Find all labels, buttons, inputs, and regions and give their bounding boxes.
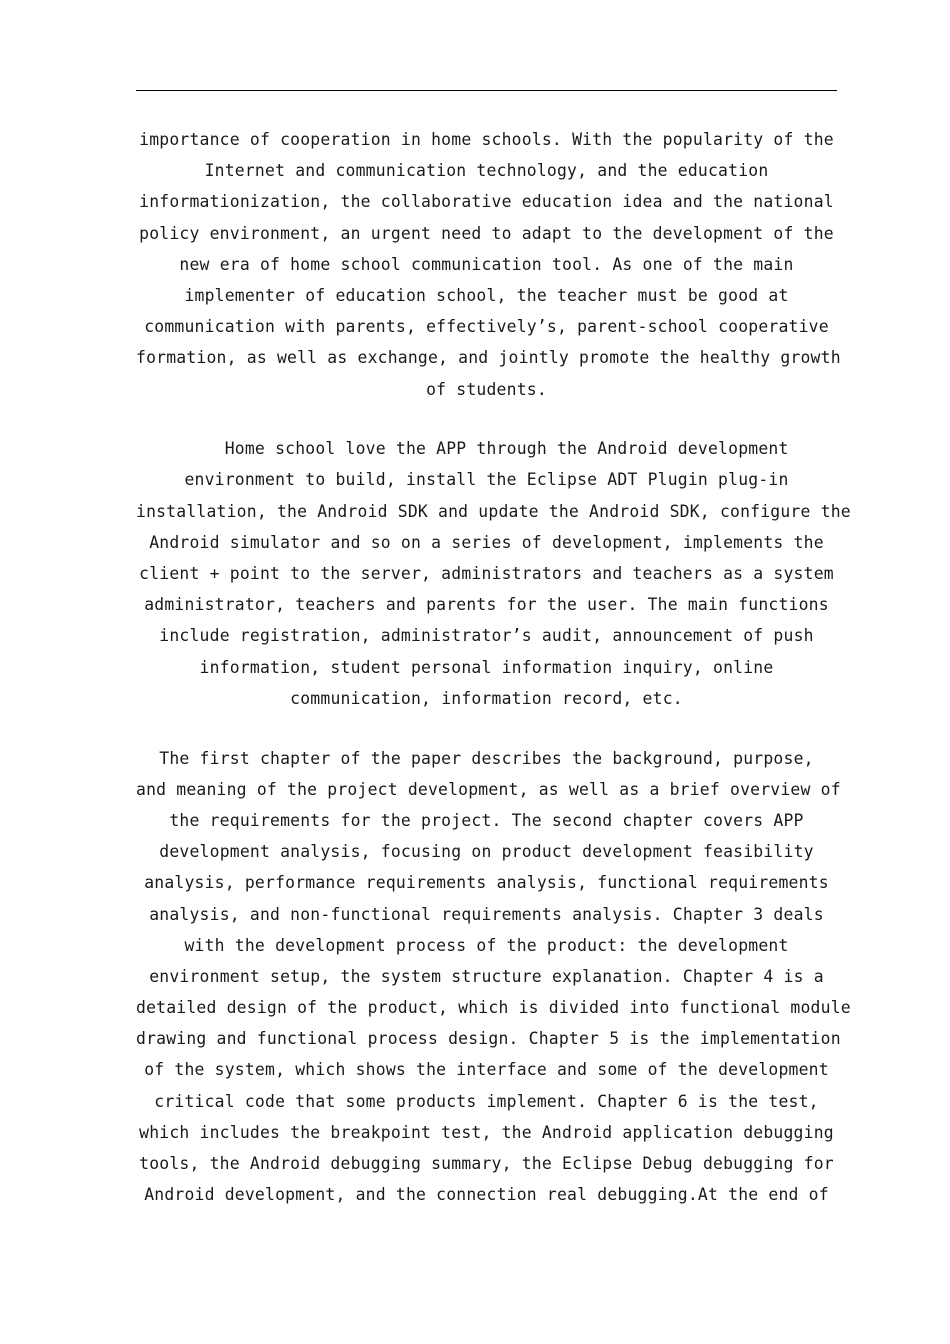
text-line: informationization, the collaborative education idea and the national <box>139 192 834 212</box>
text-line: new era of home school communication tool. As one of the main <box>179 254 794 274</box>
text-line: and meaning of the project development, as well as a brief overview of <box>136 779 841 799</box>
text-line: importance of cooperation in home schools. With the popularity of the <box>139 130 834 149</box>
text-line: drawing and functional process design. Chapter 5 is the implementation <box>136 1029 841 1049</box>
paragraph-2 <box>136 433 851 714</box>
text-line: Android simulator and so on a series of development, implements the <box>149 532 824 552</box>
paragraph-3 <box>136 743 851 1211</box>
text-line: implementer of education school, the teacher must be good at <box>184 285 789 305</box>
text-line: Home school love the APP through the Android development <box>184 439 789 459</box>
text-line: which includes the breakpoint test, the Android application debugging <box>139 1122 834 1142</box>
text-line: The first chapter of the paper describes the background, purpose, <box>159 748 814 768</box>
text-line: detailed design of the product, which is divided into functional module <box>136 998 851 1018</box>
text-line: include registration, administrator’s audit, announcement of push <box>159 626 814 646</box>
text-line: of students. <box>426 379 547 399</box>
header-rule <box>136 90 837 91</box>
text-line: information, student personal information inquiry, online <box>199 657 774 677</box>
text-line: development analysis, focusing on product development feasibility <box>159 842 814 862</box>
text-line: critical code that some products implement. Chapter 6 is the test, <box>154 1091 819 1111</box>
text-line: analysis, performance requirements analysis, functional requirements <box>144 873 829 893</box>
body-text <box>136 124 851 1239</box>
text-line: formation, as well as exchange, and jointly promote the healthy growth <box>136 348 841 368</box>
text-line: administrator, teachers and parents for the user. The main functions <box>144 595 829 615</box>
text-line: tools, the Android debugging summary, the Eclipse Debug debugging for <box>139 1154 834 1173</box>
text-line: environment to build, install the Eclipse ADT Plugin plug-in <box>184 470 789 490</box>
paragraph-1 <box>136 124 841 405</box>
text-line: with the development process of the product: the development <box>184 935 789 955</box>
text-line: installation, the Android SDK and update the Android SDK, configure the <box>136 501 851 521</box>
text-line: analysis, and non-functional requirements analysis. Chapter 3 deals <box>149 904 824 924</box>
text-line: communication, information record, etc. <box>290 688 683 708</box>
text-line: the requirements for the project. The second chapter covers APP <box>169 810 804 830</box>
text-line: policy environment, an urgent need to adapt to the development of the <box>139 223 834 243</box>
text-line: Android development, and the connection real debugging.At the end of <box>144 1185 829 1205</box>
text-line: environment setup, the system structure explanation. Chapter 4 is a <box>149 966 824 986</box>
text-line: of the system, which shows the interface and some of the development <box>144 1060 829 1080</box>
text-line: communication with parents, effectively’s, parent-school cooperative <box>144 317 829 337</box>
text-line: Internet and communication technology, and the education <box>204 161 769 181</box>
text-line: client + point to the server, administrators and teachers as a system <box>139 564 834 584</box>
